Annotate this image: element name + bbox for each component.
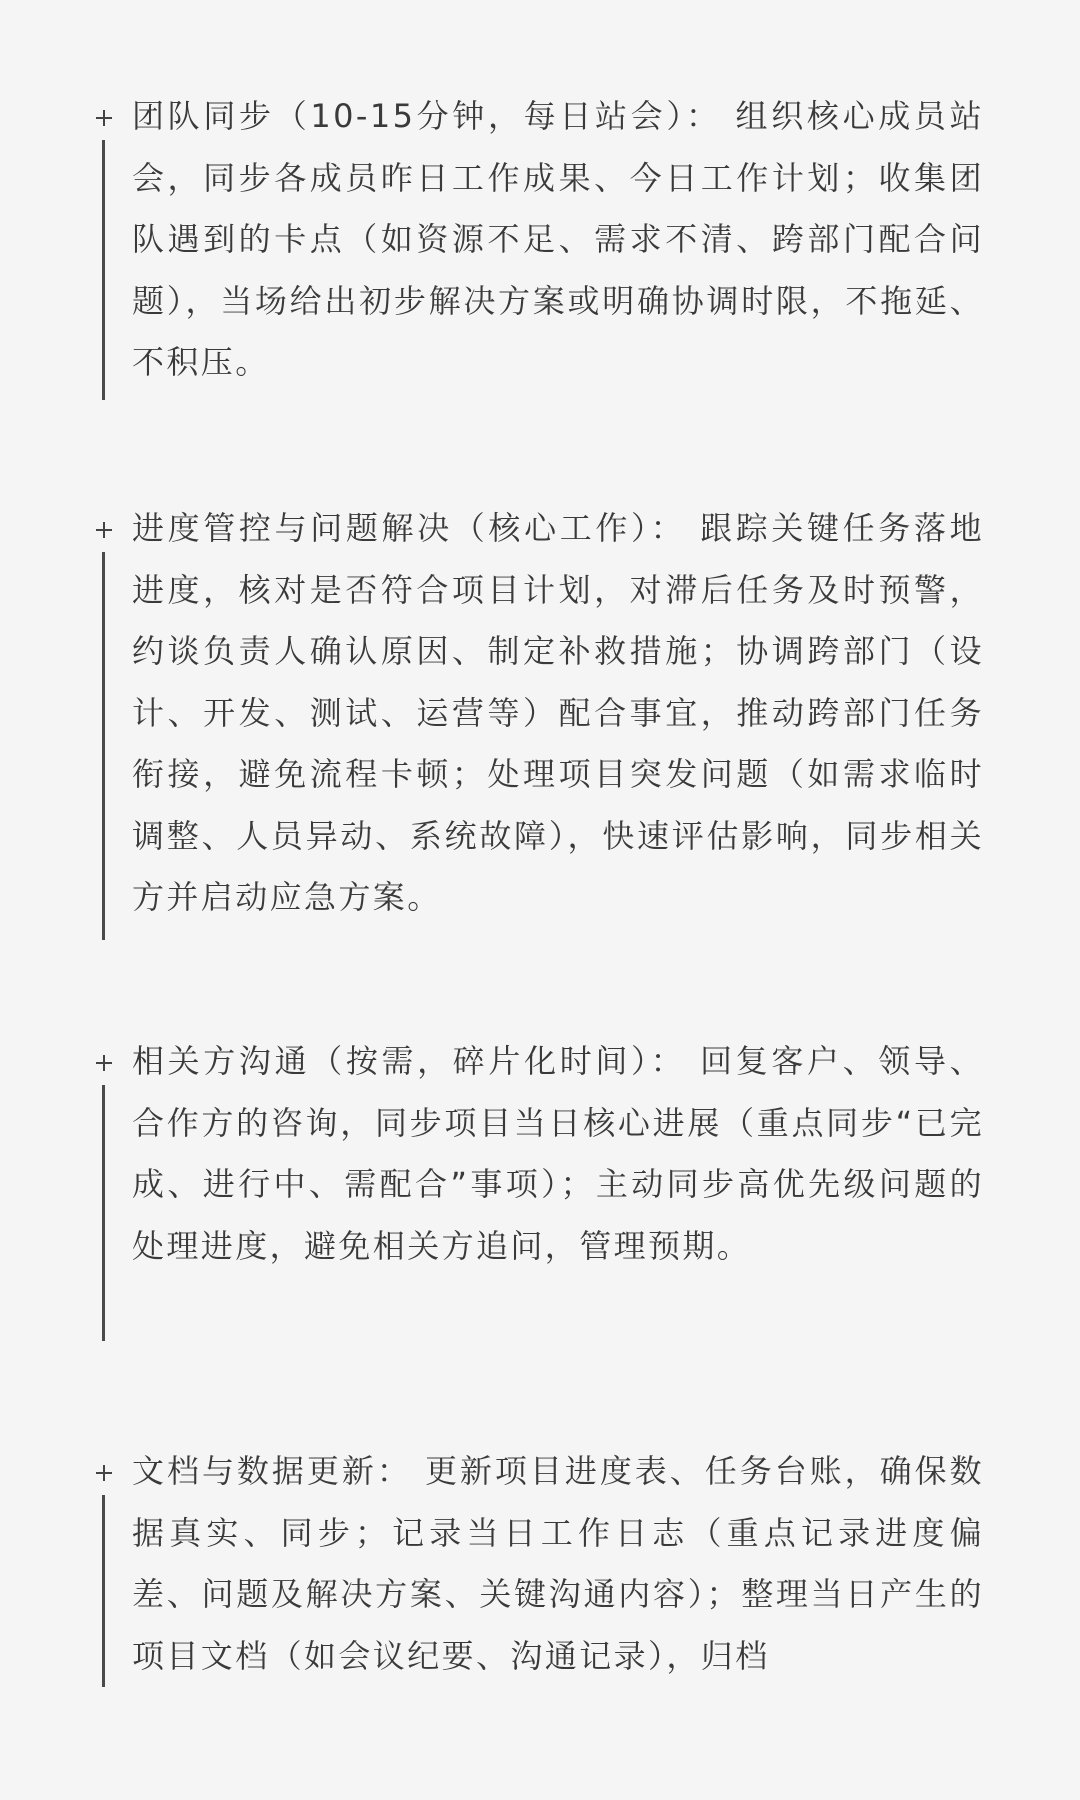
section-stakeholder-communication <box>96 1042 996 1345</box>
section-team-sync <box>96 97 996 400</box>
plus-icon <box>96 1465 112 1481</box>
section-text: 文档与数据更新： 更新项目进度表、任务台账，确保数据真实、同步；记录当日工作日志（重点记录进度偏差、问题及解决方案、关键沟通内容）；整理当日产生的项目文档（如会议纪要、沟通记录），归档 <box>132 1452 984 1675</box>
vertical-divider <box>102 1495 105 1687</box>
vertical-divider <box>102 140 105 400</box>
section-document-update <box>96 1452 996 1715</box>
section-text: 团队同步（10-15分钟，每日站会）： 组织核心成员站会，同步各成员昨日工作成果、今日工作计划；收集团队遇到的卡点（如资源不足、需求不清、跨部门配合问题），当场给出初步解决方案或明确协调时限，不拖延、不积压。 <box>132 97 984 381</box>
vertical-divider <box>102 552 105 940</box>
vertical-divider <box>102 1085 105 1341</box>
plus-icon <box>96 1055 112 1071</box>
section-progress-control <box>96 509 996 952</box>
plus-icon <box>96 522 112 538</box>
section-text: 相关方沟通（按需，碎片化时间）： 回复客户、领导、合作方的咨询，同步项目当日核心进展（重点同步“已完成、进行中、需配合”事项）；主动同步高优先级问题的处理进度，避免相关方追问，管理预期。 <box>132 1042 984 1265</box>
section-text: 进度管控与问题解决（核心工作）： 跟踪关键任务落地进度，核对是否符合项目计划，对滞后任务及时预警，约谈负责人确认原因、制定补救措施；协调跨部门（设计、开发、测试、运营等）配合事宜，推动跨部门任务衔接，避免流程卡顿；处理项目突发问题（如需求临时调整、人员异动、系统故障），快速评估影响，同步相关方并启动应急方案。 <box>132 509 984 916</box>
plus-icon <box>96 110 112 126</box>
